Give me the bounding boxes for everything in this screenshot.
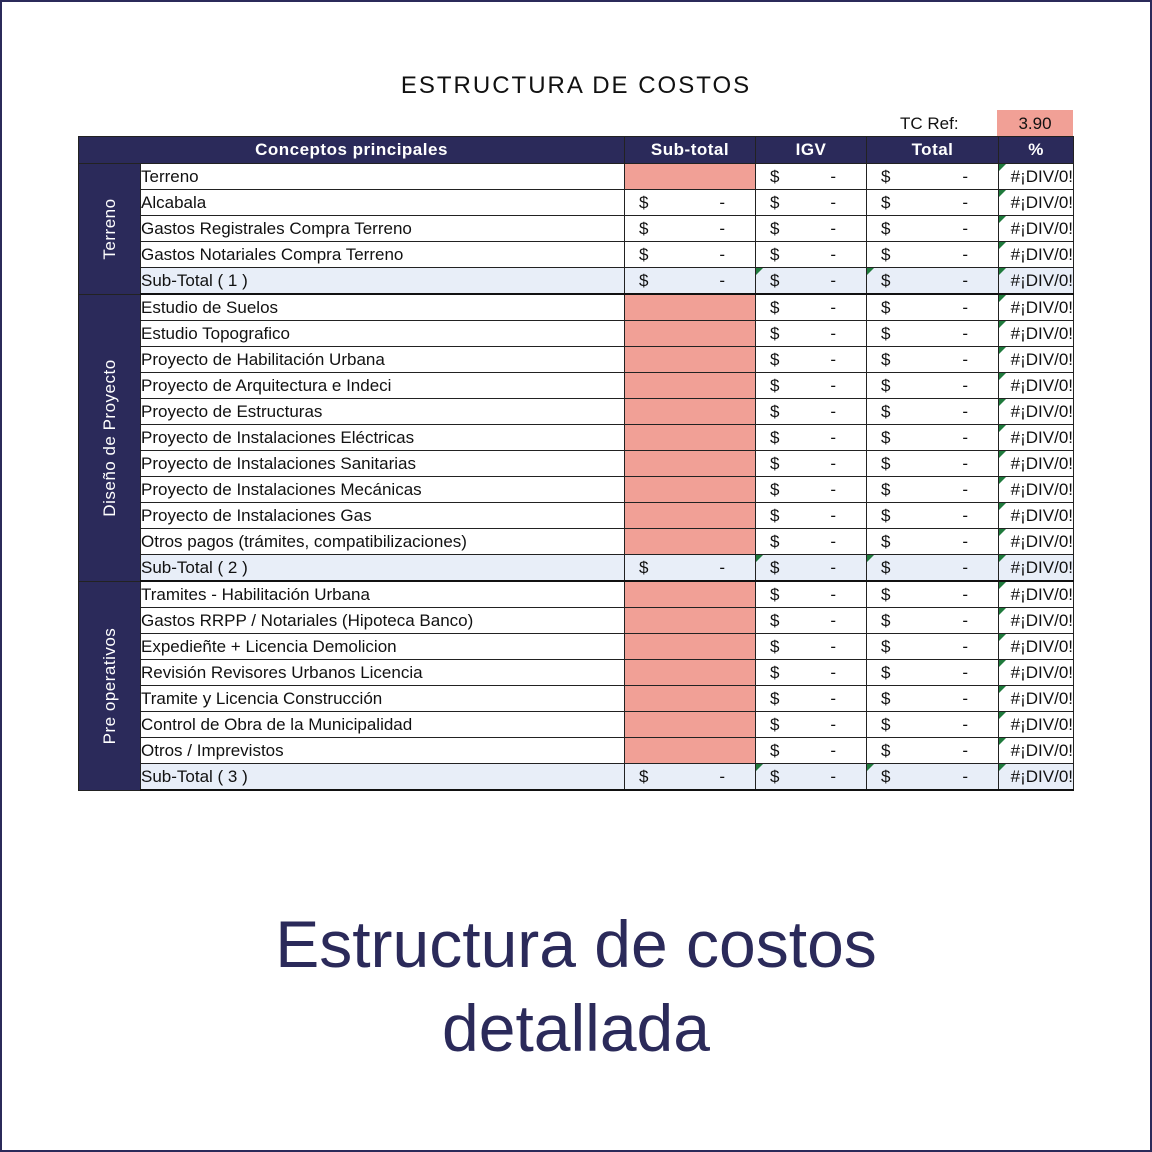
currency-symbol: $ <box>639 193 649 212</box>
table-row <box>79 321 1074 347</box>
concept-cell[interactable]: Proyecto de Instalaciones Mecánicas <box>141 477 625 503</box>
header-subtotal: Sub-total <box>625 137 756 164</box>
empty-value: - <box>719 245 725 264</box>
tc-ref-value-cell[interactable]: 3.90 <box>997 110 1073 136</box>
total-cell[interactable] <box>867 712 999 738</box>
total-cell[interactable] <box>867 634 999 660</box>
concept-cell[interactable]: Estudio Topografico <box>141 321 625 347</box>
total-cell[interactable] <box>867 660 999 686</box>
footer-title-line1: Estructura de costos <box>275 907 877 981</box>
empty-value: - <box>719 193 725 212</box>
currency-symbol: $ <box>881 167 891 186</box>
subtotal-input-cell[interactable] <box>625 503 756 529</box>
currency-symbol: $ <box>770 167 780 186</box>
subtotal-input-cell[interactable] <box>625 660 756 686</box>
igv-cell[interactable] <box>756 503 867 529</box>
subtotal-input-cell[interactable] <box>625 686 756 712</box>
empty-value: - <box>830 585 836 604</box>
table-row <box>79 712 1074 738</box>
empty-value: - <box>962 663 968 682</box>
igv-sum-cell[interactable] <box>756 268 867 295</box>
table-header-row <box>79 137 1074 164</box>
empty-value: - <box>830 167 836 186</box>
concept-cell[interactable]: Gastos RRPP / Notariales (Hipoteca Banco) <box>141 608 625 634</box>
currency-symbol: $ <box>770 271 780 290</box>
subtotal-input-cell[interactable] <box>625 712 756 738</box>
currency-symbol: $ <box>881 428 891 447</box>
concept-cell[interactable]: Otros / Imprevistos <box>141 738 625 764</box>
header-igv: IGV <box>756 137 867 164</box>
empty-value: - <box>719 767 725 786</box>
empty-value: - <box>830 324 836 343</box>
igv-cell[interactable] <box>756 451 867 477</box>
igv-cell[interactable] <box>756 242 867 268</box>
concept-cell[interactable]: Proyecto de Estructuras <box>141 399 625 425</box>
currency-symbol: $ <box>881 715 891 734</box>
empty-value: - <box>830 663 836 682</box>
subtotal-row <box>79 555 1074 582</box>
currency-symbol: $ <box>770 454 780 473</box>
percent-cell[interactable]: #¡DIV/0! <box>999 321 1074 347</box>
empty-value: - <box>719 219 725 238</box>
table-row <box>79 425 1074 451</box>
empty-value: - <box>962 480 968 499</box>
subtotal-input-cell[interactable] <box>625 294 756 321</box>
igv-cell[interactable] <box>756 581 867 608</box>
empty-value: - <box>830 428 836 447</box>
currency-symbol: $ <box>770 715 780 734</box>
percent-cell[interactable]: #¡DIV/0! <box>999 373 1074 399</box>
tc-ref-label: TC Ref: <box>900 114 959 133</box>
empty-value: - <box>962 558 968 577</box>
igv-cell[interactable] <box>756 660 867 686</box>
igv-cell[interactable] <box>756 529 867 555</box>
total-sum-cell[interactable] <box>867 764 999 791</box>
concept-cell[interactable]: Proyecto de Instalaciones Gas <box>141 503 625 529</box>
total-cell[interactable] <box>867 477 999 503</box>
table-row <box>79 581 1074 608</box>
empty-value: - <box>962 689 968 708</box>
empty-value: - <box>830 767 836 786</box>
percent-cell[interactable]: #¡DIV/0! <box>999 216 1074 242</box>
subtotal-input-cell[interactable] <box>625 529 756 555</box>
concept-cell[interactable]: Estudio de Suelos <box>141 294 625 321</box>
currency-symbol: $ <box>881 558 891 577</box>
table-row <box>79 373 1074 399</box>
total-cell[interactable] <box>867 242 999 268</box>
total-cell[interactable] <box>867 425 999 451</box>
empty-value: - <box>962 193 968 212</box>
percent-cell[interactable]: #¡DIV/0! <box>999 451 1074 477</box>
table-row <box>79 190 1074 216</box>
igv-cell[interactable] <box>756 347 867 373</box>
empty-value: - <box>830 402 836 421</box>
currency-symbol: $ <box>770 663 780 682</box>
currency-symbol: $ <box>639 271 649 290</box>
total-cell[interactable] <box>867 399 999 425</box>
igv-cell[interactable] <box>756 477 867 503</box>
currency-symbol: $ <box>639 219 649 238</box>
concept-cell[interactable]: Proyecto de Habilitación Urbana <box>141 347 625 373</box>
percent-cell[interactable]: #¡DIV/0! <box>999 660 1074 686</box>
total-cell[interactable] <box>867 373 999 399</box>
concept-cell[interactable]: Revisión Revisores Urbanos Licencia <box>141 660 625 686</box>
empty-value: - <box>830 506 836 525</box>
igv-cell[interactable] <box>756 321 867 347</box>
currency-symbol: $ <box>770 506 780 525</box>
percent-cell[interactable]: #¡DIV/0! <box>999 634 1074 660</box>
currency-symbol: $ <box>881 245 891 264</box>
currency-symbol: $ <box>770 298 780 317</box>
currency-symbol: $ <box>770 402 780 421</box>
subtotal-sum-cell[interactable] <box>625 555 756 582</box>
currency-symbol: $ <box>881 506 891 525</box>
igv-cell[interactable] <box>756 738 867 764</box>
currency-symbol: $ <box>770 741 780 760</box>
empty-value: - <box>962 376 968 395</box>
currency-symbol: $ <box>770 245 780 264</box>
table-row <box>79 608 1074 634</box>
table-row <box>79 216 1074 242</box>
empty-value: - <box>962 454 968 473</box>
percent-cell[interactable]: #¡DIV/0! <box>999 190 1074 216</box>
subtotal-sum-cell[interactable] <box>625 268 756 295</box>
percent-cell[interactable]: #¡DIV/0! <box>999 555 1074 582</box>
total-sum-cell[interactable] <box>867 555 999 582</box>
empty-value: - <box>719 271 725 290</box>
currency-symbol: $ <box>881 637 891 656</box>
empty-value: - <box>830 689 836 708</box>
empty-value: - <box>962 271 968 290</box>
currency-symbol: $ <box>770 767 780 786</box>
empty-value: - <box>830 611 836 630</box>
currency-symbol: $ <box>770 611 780 630</box>
igv-sum-cell[interactable] <box>756 555 867 582</box>
concept-cell[interactable]: Gastos Notariales Compra Terreno <box>141 242 625 268</box>
concept-cell[interactable]: Gastos Registrales Compra Terreno <box>141 216 625 242</box>
table-row <box>79 164 1074 190</box>
percent-cell[interactable]: #¡DIV/0! <box>999 399 1074 425</box>
table-row <box>79 347 1074 373</box>
subtotal-cell[interactable] <box>625 216 756 242</box>
empty-value: - <box>962 506 968 525</box>
concept-cell[interactable]: Expedieñte + Licencia Demolicion <box>141 634 625 660</box>
currency-symbol: $ <box>881 663 891 682</box>
empty-value: - <box>830 298 836 317</box>
empty-value: - <box>962 428 968 447</box>
empty-value: - <box>830 558 836 577</box>
currency-symbol: $ <box>881 193 891 212</box>
percent-cell[interactable]: #¡DIV/0! <box>999 686 1074 712</box>
empty-value: - <box>962 715 968 734</box>
subtotal-input-cell[interactable] <box>625 477 756 503</box>
empty-value: - <box>830 715 836 734</box>
currency-symbol: $ <box>770 480 780 499</box>
table-row <box>79 529 1074 555</box>
subtotal-input-cell[interactable] <box>625 425 756 451</box>
total-cell[interactable] <box>867 608 999 634</box>
subtotal-input-cell[interactable] <box>625 581 756 608</box>
table-row <box>79 242 1074 268</box>
subtotal-input-cell[interactable] <box>625 634 756 660</box>
total-cell[interactable] <box>867 294 999 321</box>
table-row <box>79 660 1074 686</box>
subtotal-label: Sub-Total ( 1 ) <box>141 268 625 295</box>
subtotal-label: Sub-Total ( 2 ) <box>141 555 625 582</box>
table-row <box>79 634 1074 660</box>
concept-cell[interactable]: Proyecto de Arquitectura e Indeci <box>141 373 625 399</box>
igv-cell[interactable] <box>756 634 867 660</box>
currency-symbol: $ <box>881 532 891 551</box>
empty-value: - <box>719 558 725 577</box>
subtotal-sum-cell[interactable] <box>625 764 756 791</box>
currency-symbol: $ <box>881 298 891 317</box>
total-cell[interactable] <box>867 321 999 347</box>
currency-symbol: $ <box>770 219 780 238</box>
currency-symbol: $ <box>881 324 891 343</box>
currency-symbol: $ <box>770 428 780 447</box>
concept-cell[interactable]: Control de Obra de la Municipalidad <box>141 712 625 738</box>
percent-cell[interactable]: #¡DIV/0! <box>999 712 1074 738</box>
table-row <box>79 399 1074 425</box>
percent-cell[interactable]: #¡DIV/0! <box>999 164 1074 190</box>
total-sum-cell[interactable] <box>867 268 999 295</box>
igv-cell[interactable] <box>756 294 867 321</box>
table-row <box>79 294 1074 321</box>
subtotal-input-cell[interactable] <box>625 321 756 347</box>
header-percent: % <box>999 137 1074 164</box>
empty-value: - <box>830 219 836 238</box>
subtotal-input-cell[interactable] <box>625 373 756 399</box>
currency-symbol: $ <box>770 350 780 369</box>
empty-value: - <box>830 637 836 656</box>
igv-cell[interactable] <box>756 373 867 399</box>
percent-cell[interactable]: #¡DIV/0! <box>999 268 1074 295</box>
igv-cell[interactable] <box>756 190 867 216</box>
igv-sum-cell[interactable] <box>756 764 867 791</box>
empty-value: - <box>962 219 968 238</box>
empty-value: - <box>830 532 836 551</box>
total-cell[interactable] <box>867 190 999 216</box>
subtotal-input-cell[interactable] <box>625 347 756 373</box>
currency-symbol: $ <box>881 402 891 421</box>
subtotal-row <box>79 764 1074 791</box>
percent-cell[interactable]: #¡DIV/0! <box>999 608 1074 634</box>
percent-cell[interactable]: #¡DIV/0! <box>999 347 1074 373</box>
total-cell[interactable] <box>867 686 999 712</box>
currency-symbol: $ <box>881 767 891 786</box>
currency-symbol: $ <box>881 219 891 238</box>
header-total: Total <box>867 137 999 164</box>
empty-value: - <box>962 350 968 369</box>
currency-symbol: $ <box>881 480 891 499</box>
empty-value: - <box>830 376 836 395</box>
igv-cell[interactable] <box>756 712 867 738</box>
currency-symbol: $ <box>770 193 780 212</box>
group-label-cell <box>79 164 141 295</box>
currency-symbol: $ <box>770 585 780 604</box>
table-row <box>79 451 1074 477</box>
currency-symbol: $ <box>881 376 891 395</box>
currency-symbol: $ <box>639 558 649 577</box>
percent-cell[interactable]: #¡DIV/0! <box>999 581 1074 608</box>
percent-cell[interactable]: #¡DIV/0! <box>999 294 1074 321</box>
concept-cell[interactable]: Terreno <box>141 164 625 190</box>
footer-title <box>0 902 1152 1070</box>
empty-value: - <box>962 637 968 656</box>
group-label-cell <box>79 581 141 790</box>
percent-cell[interactable]: #¡DIV/0! <box>999 503 1074 529</box>
concept-cell[interactable]: Proyecto de Instalaciones Sanitarias <box>141 451 625 477</box>
table-row <box>79 503 1074 529</box>
currency-symbol: $ <box>639 767 649 786</box>
empty-value: - <box>962 532 968 551</box>
sheet-title: ESTRUCTURA DE COSTOS <box>400 72 752 99</box>
currency-symbol: $ <box>770 532 780 551</box>
table-row <box>79 686 1074 712</box>
empty-value: - <box>830 350 836 369</box>
empty-value: - <box>962 741 968 760</box>
concept-cell[interactable]: Tramites - Habilitación Urbana <box>141 581 625 608</box>
subtotal-input-cell[interactable] <box>625 738 756 764</box>
group-label: Diseño de Proyecto <box>99 358 119 517</box>
subtotal-input-cell[interactable] <box>625 164 756 190</box>
empty-value: - <box>962 611 968 630</box>
percent-cell[interactable]: #¡DIV/0! <box>999 764 1074 791</box>
percent-cell[interactable]: #¡DIV/0! <box>999 529 1074 555</box>
group-label: Terreno <box>99 198 119 260</box>
currency-symbol: $ <box>881 741 891 760</box>
subtotal-label: Sub-Total ( 3 ) <box>141 764 625 791</box>
total-cell[interactable] <box>867 451 999 477</box>
subtotal-input-cell[interactable] <box>625 451 756 477</box>
empty-value: - <box>830 454 836 473</box>
total-cell[interactable] <box>867 503 999 529</box>
igv-cell[interactable] <box>756 399 867 425</box>
igv-cell[interactable] <box>756 425 867 451</box>
currency-symbol: $ <box>770 689 780 708</box>
currency-symbol: $ <box>881 271 891 290</box>
table-row <box>79 477 1074 503</box>
concept-cell[interactable]: Proyecto de Instalaciones Eléctricas <box>141 425 625 451</box>
igv-cell[interactable] <box>756 216 867 242</box>
total-cell[interactable] <box>867 529 999 555</box>
empty-value: - <box>830 193 836 212</box>
group-label-cell <box>79 294 141 581</box>
igv-cell[interactable] <box>756 164 867 190</box>
header-conceptos: Conceptos principales <box>79 137 625 164</box>
concept-cell[interactable]: Otros pagos (trámites, compatibilizaciones) <box>141 529 625 555</box>
empty-value: - <box>830 741 836 760</box>
total-cell[interactable] <box>867 738 999 764</box>
subtotal-cell[interactable] <box>625 190 756 216</box>
empty-value: - <box>962 402 968 421</box>
empty-value: - <box>962 767 968 786</box>
currency-symbol: $ <box>770 637 780 656</box>
empty-value: - <box>830 271 836 290</box>
empty-value: - <box>830 245 836 264</box>
empty-value: - <box>962 585 968 604</box>
currency-symbol: $ <box>770 558 780 577</box>
concept-cell[interactable]: Alcabala <box>141 190 625 216</box>
currency-symbol: $ <box>881 585 891 604</box>
subtotal-row <box>79 268 1074 295</box>
subtotal-input-cell[interactable] <box>625 399 756 425</box>
empty-value: - <box>962 245 968 264</box>
total-cell[interactable] <box>867 347 999 373</box>
percent-cell[interactable]: #¡DIV/0! <box>999 738 1074 764</box>
currency-symbol: $ <box>881 611 891 630</box>
cost-structure-table <box>78 136 1074 791</box>
currency-symbol: $ <box>881 454 891 473</box>
table-row <box>79 738 1074 764</box>
subtotal-cell[interactable] <box>625 242 756 268</box>
currency-symbol: $ <box>881 689 891 708</box>
empty-value: - <box>962 298 968 317</box>
currency-symbol: $ <box>770 324 780 343</box>
percent-cell[interactable]: #¡DIV/0! <box>999 425 1074 451</box>
empty-value: - <box>830 480 836 499</box>
concept-cell[interactable]: Tramite y Licencia Construcción <box>141 686 625 712</box>
igv-cell[interactable] <box>756 686 867 712</box>
empty-value: - <box>962 167 968 186</box>
footer-title-line2: detallada <box>442 991 710 1065</box>
currency-symbol: $ <box>770 376 780 395</box>
group-label: Pre operativos <box>99 627 119 744</box>
total-cell[interactable] <box>867 216 999 242</box>
total-cell[interactable] <box>867 581 999 608</box>
percent-cell[interactable]: #¡DIV/0! <box>999 242 1074 268</box>
total-cell[interactable] <box>867 164 999 190</box>
igv-cell[interactable] <box>756 608 867 634</box>
subtotal-input-cell[interactable] <box>625 608 756 634</box>
percent-cell[interactable]: #¡DIV/0! <box>999 477 1074 503</box>
currency-symbol: $ <box>639 245 649 264</box>
currency-symbol: $ <box>881 350 891 369</box>
empty-value: - <box>962 324 968 343</box>
